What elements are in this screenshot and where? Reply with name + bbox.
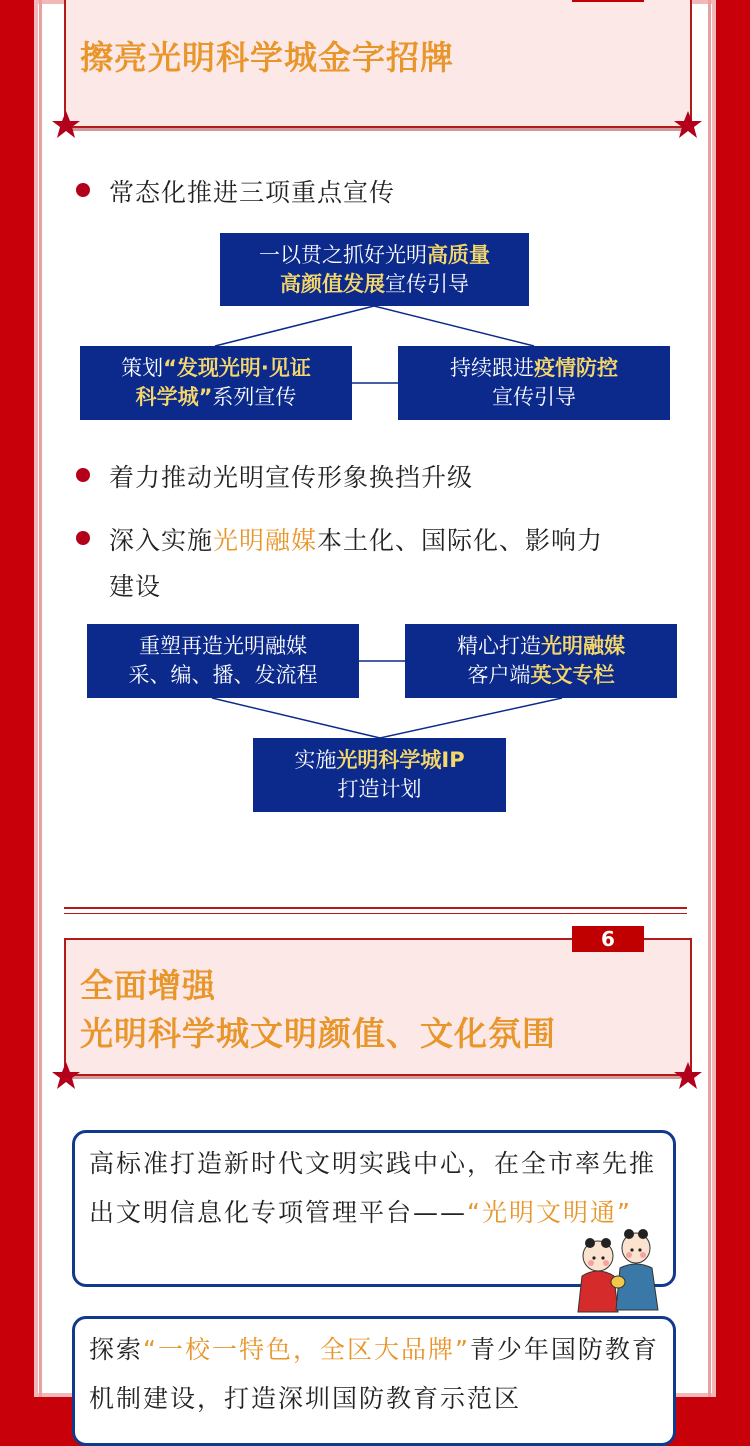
flow-box-highlight: 光明科学城IP bbox=[336, 748, 465, 772]
bullet-text-part: 本土化、国际化、影响力 bbox=[317, 526, 604, 555]
bullet-text bbox=[109, 518, 603, 610]
flow-box-text: 一以贯之抓好光明 bbox=[259, 242, 427, 267]
flow-box-highlight: 疫情防控 bbox=[534, 356, 618, 380]
flow-box-highlight: “发现光明·见证 bbox=[163, 356, 311, 380]
section-title-line2: 光明科学城文明颜值、文化氛围 bbox=[80, 1014, 556, 1053]
bullet-highlight: 光明融媒 bbox=[213, 526, 318, 555]
bullet-dot-icon bbox=[76, 531, 90, 545]
card-highlight: “光明文明通” bbox=[467, 1198, 632, 1227]
bullet-text: 着力推动光明宣传形象换挡升级 bbox=[109, 463, 474, 492]
bullet-item bbox=[76, 518, 603, 610]
bullet-item bbox=[76, 455, 473, 501]
card-text-part: 高标准打造新时代文明实践中心，在全市率先推出文明信息化专项管理平台—— bbox=[89, 1149, 657, 1227]
star-icon bbox=[51, 1061, 81, 1091]
section-title-box bbox=[64, 0, 692, 128]
bullet-dot-icon bbox=[76, 183, 90, 197]
children-illustration-icon bbox=[572, 1226, 672, 1314]
card-text bbox=[89, 1139, 659, 1237]
flow-box-highlight: 高颜值发展 bbox=[280, 271, 385, 296]
card-text bbox=[89, 1325, 659, 1423]
star-icon bbox=[673, 1061, 703, 1091]
flow-box-left bbox=[87, 624, 359, 698]
flow-box-text: 重塑再造光明融媒 bbox=[139, 634, 307, 658]
bullet-item bbox=[76, 170, 395, 216]
bullet-text-part: 建设 bbox=[109, 572, 162, 601]
flow-box-bottom bbox=[253, 738, 506, 812]
flow-box-highlight: 英文专栏 bbox=[530, 663, 615, 687]
content-card bbox=[72, 1316, 676, 1446]
flow-box-text: 实施 bbox=[294, 748, 337, 772]
divider-line bbox=[64, 907, 687, 909]
card-text-part: 青少年国防教育机制建设，打造深圳国防教育示范区 bbox=[89, 1335, 659, 1413]
flow-box-text: 客户端 bbox=[467, 663, 531, 687]
bullet-text-part: 深入实施 bbox=[109, 526, 214, 555]
section-number: 6 bbox=[572, 926, 644, 952]
flow-box-text: 打造计划 bbox=[337, 777, 422, 801]
flow-box-text: 持续跟进 bbox=[450, 356, 534, 380]
section-title: 擦亮光明科学城金字招牌 bbox=[80, 38, 454, 77]
flow-box-text: 精心打造 bbox=[457, 634, 541, 658]
flow-box-left bbox=[80, 346, 352, 420]
flow-box-top bbox=[220, 233, 529, 306]
flow-box-text: 系列宣传 bbox=[212, 385, 297, 409]
flow-box-highlight: 光明融媒 bbox=[541, 634, 625, 658]
frame-line-left bbox=[39, 0, 42, 1397]
bullet-text: 常态化推进三项重点宣传 bbox=[109, 178, 396, 207]
flow-box-text: 策划 bbox=[121, 356, 164, 380]
divider-line bbox=[64, 913, 687, 914]
flow-box-text: 宣传引导 bbox=[385, 271, 469, 296]
flow-box-text: 宣传引导 bbox=[492, 385, 576, 409]
flow-box-highlight: 高质量 bbox=[427, 242, 490, 267]
section-title-line1: 全面增强 bbox=[80, 966, 216, 1005]
section-title-box bbox=[64, 927, 692, 1076]
flow-box-highlight: 科学城” bbox=[135, 385, 213, 409]
card-text-part: 探索 bbox=[89, 1335, 144, 1364]
number-tab bbox=[572, 0, 644, 2]
flow-box-right bbox=[398, 346, 670, 420]
flow-box-right bbox=[405, 624, 677, 698]
card-highlight: “一校一特色，全区大品牌” bbox=[143, 1335, 470, 1364]
bullet-dot-icon bbox=[76, 468, 90, 482]
star-icon bbox=[51, 110, 81, 140]
flow-box-text: 采、编、播、发流程 bbox=[128, 663, 318, 687]
frame-line-right bbox=[708, 0, 711, 1397]
star-icon bbox=[673, 110, 703, 140]
